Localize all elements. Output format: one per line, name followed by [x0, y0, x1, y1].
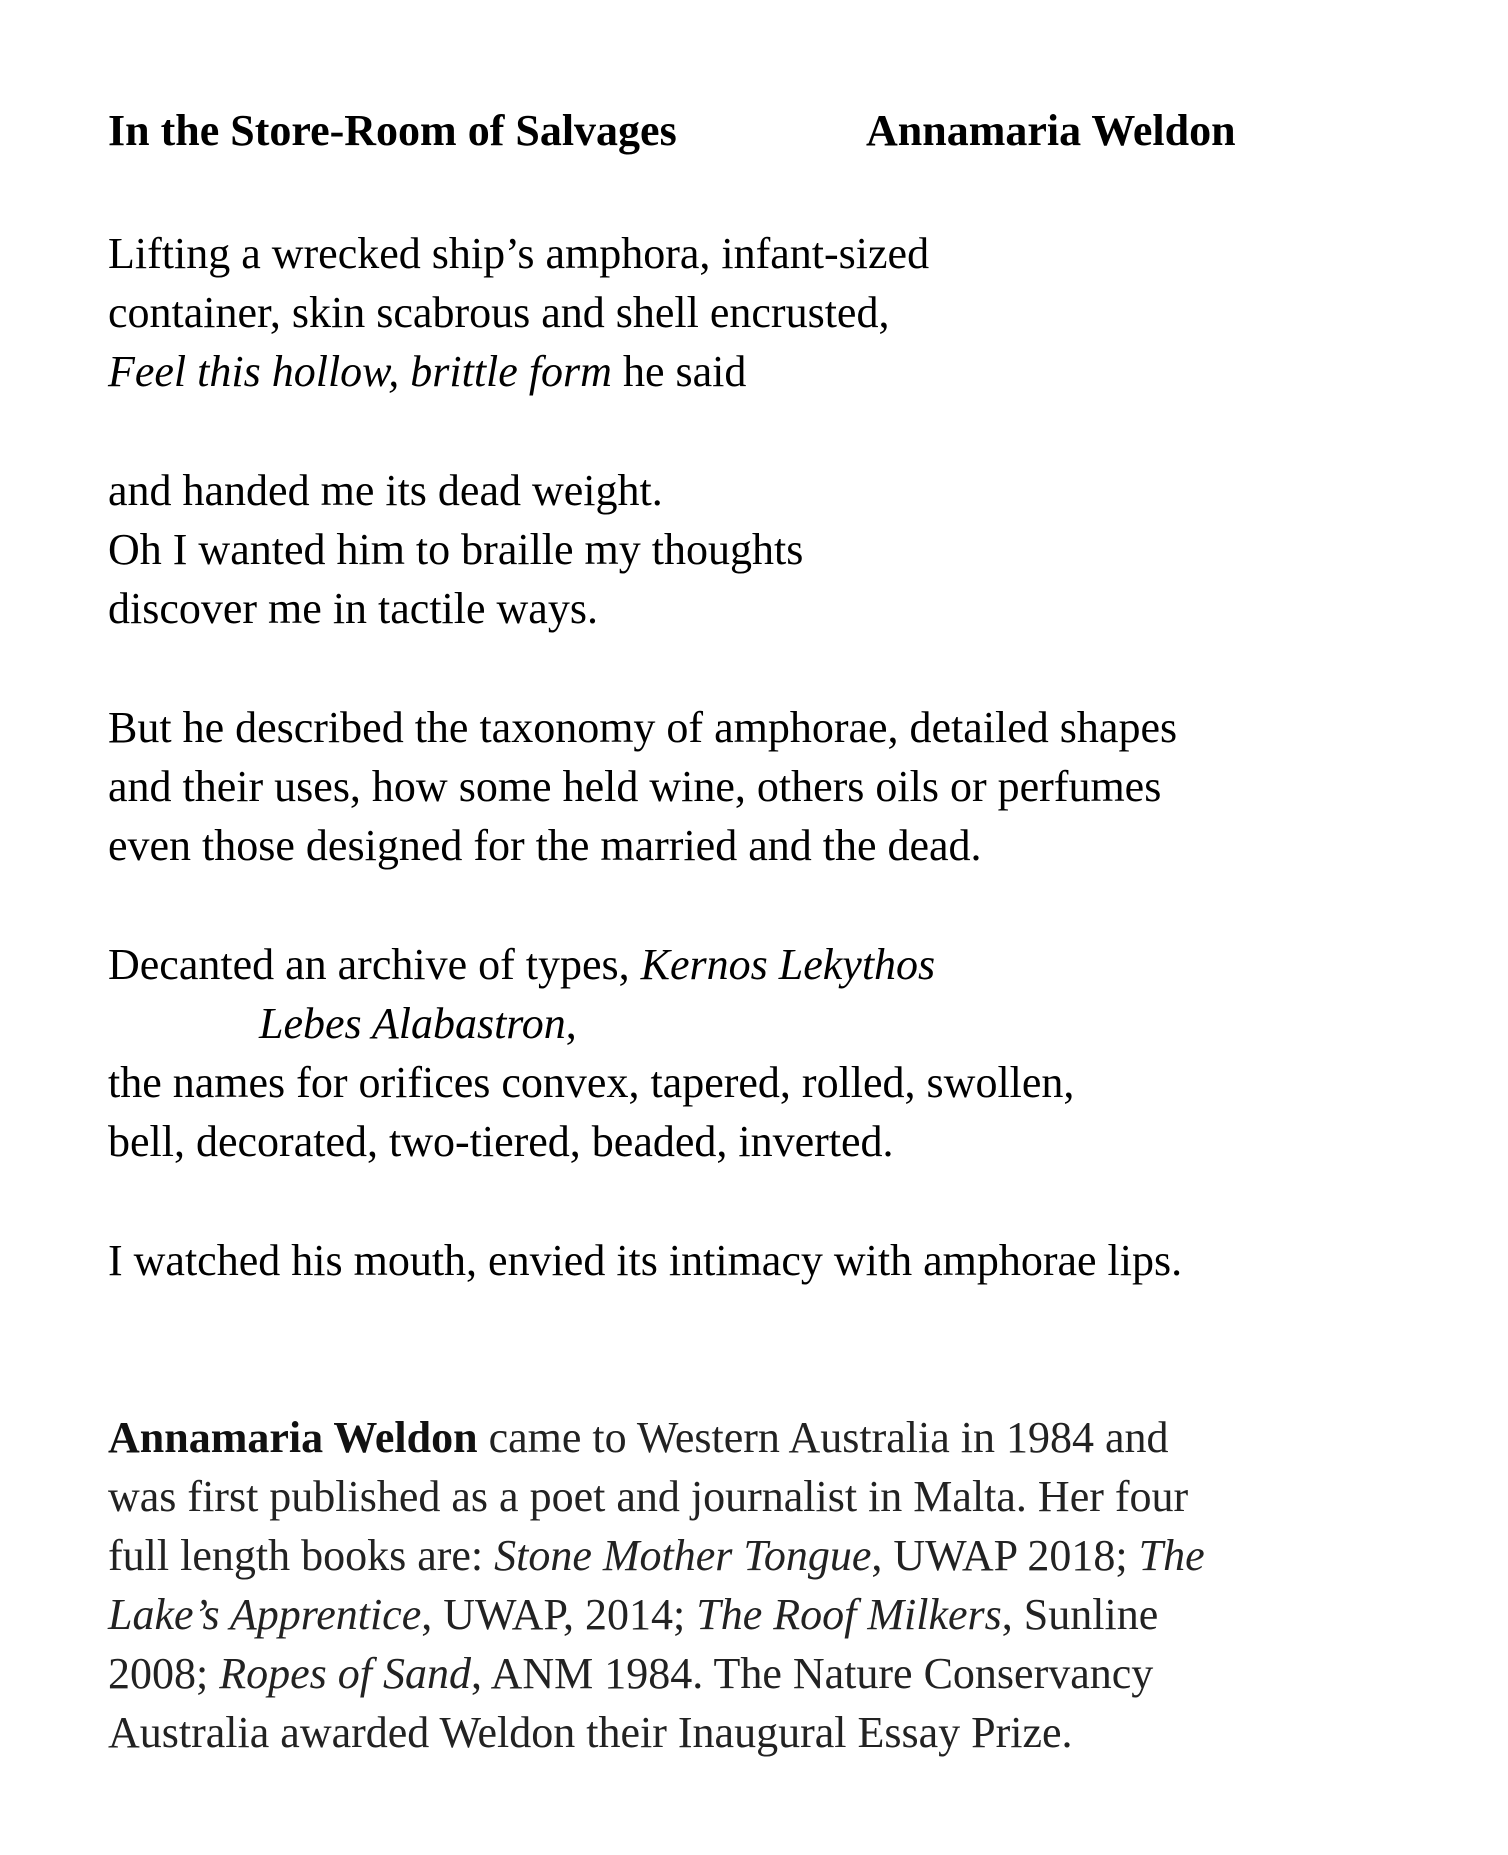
text-run: he said [611, 347, 747, 396]
text-line [108, 698, 1177, 757]
text-run: , UWAP, 2014; [421, 1590, 697, 1639]
stanza [108, 461, 803, 638]
text-line [108, 579, 803, 638]
italic-text: Ropes of Sand [219, 1649, 471, 1698]
text-run: But he described the taxonomy of amphorae, detailed shapes [108, 703, 1178, 752]
text-run: 2008; [108, 1649, 220, 1698]
stanza [108, 1231, 1182, 1290]
text-run: I watched his mouth, envied its intimacy with amphorae lips. [108, 1236, 1183, 1285]
italic-text: Kernos Lekythos [640, 940, 936, 989]
italic-text: The Roof Milkers [696, 1590, 1002, 1639]
text-run: the names for orifices convex, tapered, rolled, swollen, [108, 1058, 1075, 1107]
stanza [108, 224, 929, 401]
stanza [108, 935, 1074, 1171]
text-line [108, 1644, 1205, 1703]
text-line [108, 1585, 1205, 1644]
poem-title: In the Store-Room of Salvages [108, 106, 677, 155]
text-run: Decanted an archive of types, [108, 940, 641, 989]
text-line [108, 935, 1074, 994]
text-line [108, 816, 1177, 875]
text-run: , Sunline [1001, 1590, 1159, 1639]
text-run: , [565, 999, 577, 1048]
text-line [108, 1526, 1205, 1585]
text-line [108, 994, 1074, 1053]
text-line [108, 1112, 1074, 1171]
text-line [108, 461, 803, 520]
text-run: , UWAP 2018; [871, 1531, 1139, 1580]
text-run: came to Western Australia in 1984 and [477, 1413, 1169, 1462]
text-run: and handed me its dead weight. [108, 466, 663, 515]
text-run: was first published as a poet and journalist in Malta. Her four [108, 1472, 1189, 1521]
author-bio [108, 1408, 1205, 1762]
text-line [108, 1467, 1205, 1526]
text-line [108, 224, 929, 283]
header [108, 106, 1236, 156]
poem-author: Annamaria Weldon [866, 106, 1236, 155]
text-run: even those designed for the married and the dead. [108, 821, 982, 870]
text-run: Australia awarded Weldon their Inaugural Essay Prize. [108, 1708, 1073, 1757]
text-line [108, 757, 1177, 816]
italic-text: Lake’s Apprentice [108, 1590, 422, 1639]
italic-text: The [1138, 1531, 1205, 1580]
italic-text: Lebes Alabastron [259, 999, 566, 1048]
text-run: Oh I wanted him to braille my thoughts [108, 525, 804, 574]
text-run: and their uses, how some held wine, others oils or perfumes [108, 762, 1162, 811]
text-run: bell, decorated, two-tiered, beaded, inverted. [108, 1117, 894, 1166]
bold-text: Annamaria Weldon [108, 1413, 478, 1462]
stanza [108, 698, 1177, 875]
italic-text: Feel this hollow, brittle form [108, 347, 612, 396]
text-line [108, 342, 929, 401]
italic-text: Stone Mother Tongue [494, 1531, 872, 1580]
text-line [108, 283, 929, 342]
text-line [108, 1703, 1205, 1762]
text-run: container, skin scabrous and shell encrusted, [108, 288, 890, 337]
text-run: , ANM 1984. The Nature Conservancy [471, 1649, 1154, 1698]
text-line [108, 1053, 1074, 1112]
text-run: full length books are: [108, 1531, 495, 1580]
text-run: discover me in tactile ways. [108, 584, 598, 633]
text-run: Lifting a wrecked ship’s amphora, infant-sized [108, 229, 930, 278]
text-line [108, 520, 803, 579]
text-line [108, 1231, 1182, 1290]
text-line [108, 1408, 1205, 1467]
